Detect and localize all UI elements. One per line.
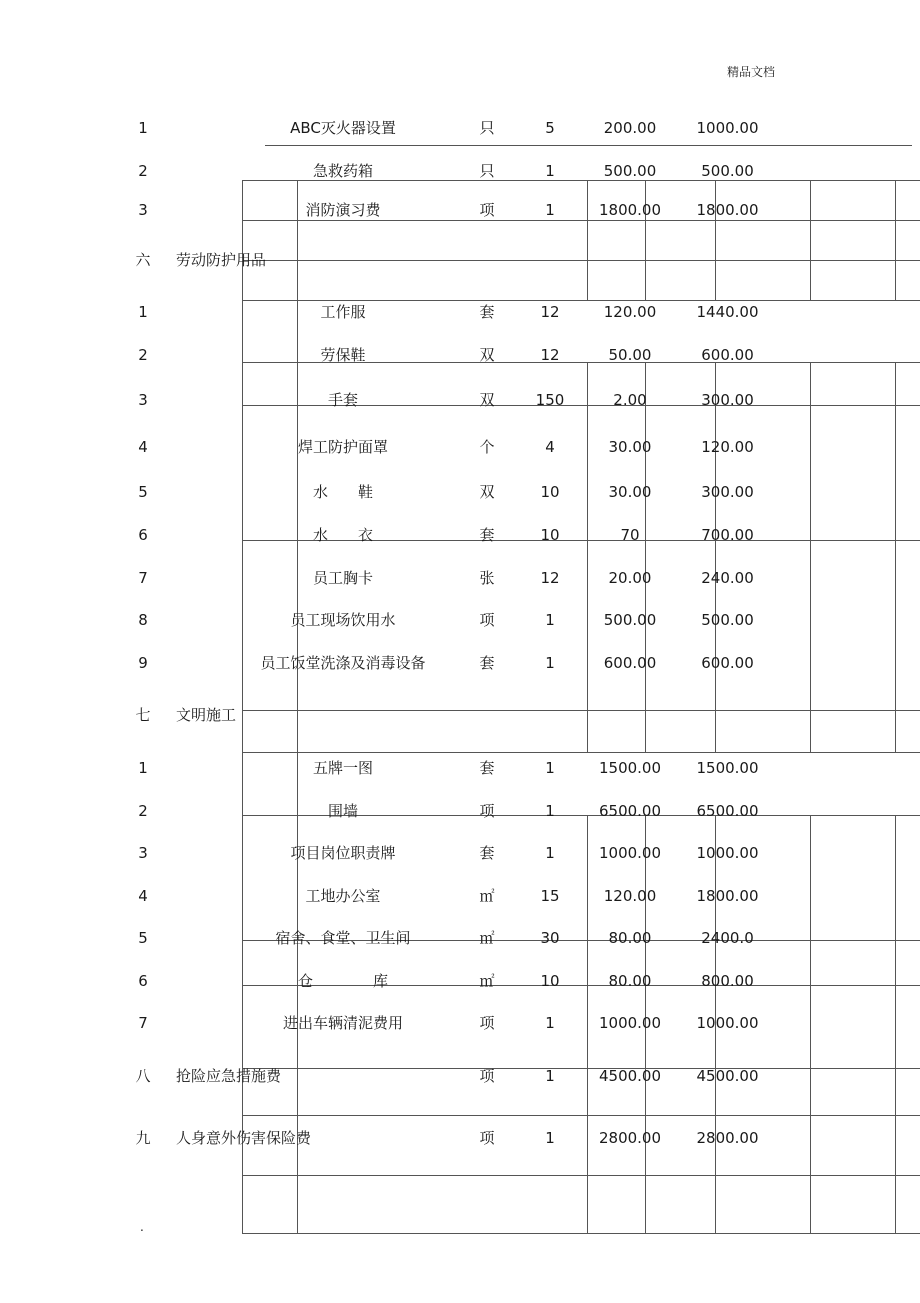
section-number: 六 <box>135 251 151 269</box>
row-number: 6 <box>138 972 148 990</box>
item-total: 6500.00 <box>696 802 759 820</box>
item-unit: 套 <box>479 303 495 321</box>
item-total: 2400.0 <box>701 929 754 947</box>
section-title: 抢险应急措施费 <box>176 1067 282 1085</box>
grid-vline <box>895 362 896 752</box>
item-unit-price: 30.00 <box>608 438 652 456</box>
item-name: 水 鞋 <box>312 483 373 501</box>
item-unit: 套 <box>479 759 495 777</box>
item-name: 围墙 <box>327 802 358 820</box>
item-total: 120.00 <box>701 438 754 456</box>
item-total: 1000.00 <box>696 1014 759 1032</box>
item-unit: 项 <box>479 1014 495 1032</box>
row-number: 1 <box>138 303 148 321</box>
item-name: 五牌一图 <box>312 759 373 777</box>
item-total: 300.00 <box>701 483 754 501</box>
grid-hline <box>242 1233 920 1234</box>
item-unit-price: 1500.00 <box>598 759 662 777</box>
row-number: 6 <box>138 526 148 544</box>
grid-hline <box>242 1175 920 1176</box>
item-total: 800.00 <box>701 972 754 990</box>
row-number: 2 <box>138 802 148 820</box>
item-total: 240.00 <box>701 569 754 587</box>
item-quantity: 1 <box>545 162 555 180</box>
grid-vline <box>587 362 588 752</box>
grid-vline <box>810 362 811 752</box>
item-unit-price: 120.00 <box>603 887 657 905</box>
grid-hline <box>242 220 920 221</box>
item-unit-price: 6500.00 <box>598 802 662 820</box>
grid-vline <box>895 180 896 300</box>
item-unit-price: 2800.00 <box>598 1129 662 1147</box>
grid-vline <box>810 815 811 1233</box>
row-number: 9 <box>138 654 148 672</box>
grid-hline <box>242 1068 920 1069</box>
item-unit-price: 30.00 <box>608 483 652 501</box>
item-quantity: 1 <box>545 654 555 672</box>
item-quantity: 1 <box>545 802 555 820</box>
row-number: 2 <box>138 346 148 364</box>
item-quantity: 1 <box>545 1129 555 1147</box>
item-unit-price: 500.00 <box>603 162 657 180</box>
item-unit-price: 1000.00 <box>598 1014 662 1032</box>
item-total: 1000.00 <box>696 119 759 137</box>
section-title: 劳动防护用品 <box>176 251 267 269</box>
footer-mark: . <box>140 1220 144 1234</box>
item-unit-price: 50.00 <box>608 346 652 364</box>
item-quantity: 1 <box>545 1067 555 1085</box>
row-number: 5 <box>138 929 148 947</box>
grid-hline <box>242 1115 920 1116</box>
item-quantity: 1 <box>545 611 555 629</box>
item-quantity: 1 <box>545 201 555 219</box>
item-quantity: 12 <box>540 303 560 321</box>
page-header: 精品文档 <box>727 65 776 79</box>
item-quantity: 15 <box>540 887 560 905</box>
section-number: 七 <box>135 706 151 724</box>
row-number: 7 <box>138 1014 148 1032</box>
grid-vline <box>645 362 646 752</box>
row-number: 3 <box>138 391 148 409</box>
item-unit: 只 <box>479 162 495 180</box>
item-unit: 套 <box>479 526 495 544</box>
item-unit-price: 4500.00 <box>598 1067 662 1085</box>
item-total: 1800.00 <box>696 887 759 905</box>
item-total: 2800.00 <box>696 1129 759 1147</box>
grid-hline <box>242 710 920 711</box>
item-name: 进出车辆清泥费用 <box>282 1014 403 1032</box>
grid-hline <box>242 300 920 301</box>
item-total: 1440.00 <box>696 303 759 321</box>
item-name: 劳保鞋 <box>320 346 366 364</box>
item-unit-price: 1800.00 <box>598 201 662 219</box>
item-unit: 张 <box>479 569 495 587</box>
item-unit-price: 120.00 <box>603 303 657 321</box>
item-name: 工作服 <box>320 303 366 321</box>
item-unit-price: 80.00 <box>608 972 652 990</box>
item-unit: 项 <box>479 201 495 219</box>
item-name: 员工胸卡 <box>312 569 373 587</box>
grid-hline <box>242 260 920 261</box>
item-total: 1800.00 <box>696 201 759 219</box>
item-unit: ㎡ <box>479 887 495 905</box>
row-number: 4 <box>138 438 148 456</box>
grid-vline <box>297 180 298 1233</box>
item-quantity: 1 <box>545 759 555 777</box>
item-name: 急救药箱 <box>312 162 373 180</box>
section-title: 人身意外伤害保险费 <box>176 1129 312 1147</box>
item-unit: 套 <box>479 844 495 862</box>
item-name: 消防演习费 <box>305 201 381 219</box>
grid-vline <box>715 180 716 300</box>
item-total: 600.00 <box>701 654 754 672</box>
item-quantity: 10 <box>540 972 560 990</box>
row-number: 8 <box>138 611 148 629</box>
item-total: 500.00 <box>701 611 754 629</box>
item-unit: 双 <box>479 346 495 364</box>
item-unit: ㎡ <box>479 972 495 990</box>
row-number: 1 <box>138 759 148 777</box>
item-unit: 项 <box>479 1067 495 1085</box>
item-quantity: 5 <box>545 119 555 137</box>
item-quantity: 4 <box>545 438 555 456</box>
grid-vline <box>645 180 646 300</box>
item-unit-price: 20.00 <box>608 569 652 587</box>
item-total: 1500.00 <box>696 759 759 777</box>
grid-hline <box>242 180 920 181</box>
item-unit-price: 600.00 <box>603 654 657 672</box>
item-unit: 套 <box>479 654 495 672</box>
item-quantity: 1 <box>545 1014 555 1032</box>
item-name: 工地办公室 <box>305 887 381 905</box>
item-unit: 项 <box>479 802 495 820</box>
grid-hline <box>265 145 912 146</box>
item-name: 员工现场饮用水 <box>290 611 396 629</box>
item-quantity: 1 <box>545 844 555 862</box>
row-number: 7 <box>138 569 148 587</box>
grid-vline <box>587 180 588 300</box>
item-unit-price: 500.00 <box>603 611 657 629</box>
item-total: 600.00 <box>701 346 754 364</box>
item-name: 宿舍、食堂、卫生间 <box>275 929 411 947</box>
item-unit-price: 80.00 <box>608 929 652 947</box>
item-quantity: 12 <box>540 346 560 364</box>
item-unit: 项 <box>479 1129 495 1147</box>
grid-vline <box>587 815 588 1233</box>
grid-vline <box>895 815 896 1233</box>
item-total: 500.00 <box>701 162 754 180</box>
row-number: 5 <box>138 483 148 501</box>
section-title: 文明施工 <box>176 706 237 724</box>
item-unit: 项 <box>479 611 495 629</box>
row-number: 1 <box>138 119 148 137</box>
row-number: 3 <box>138 201 148 219</box>
item-unit-price: 1000.00 <box>598 844 662 862</box>
item-name: ABC灭火器设置 <box>290 119 396 137</box>
item-unit-price: 70 <box>620 526 640 544</box>
grid-hline <box>242 752 920 753</box>
item-name: 焊工防护面罩 <box>297 438 388 456</box>
item-unit: 双 <box>479 391 495 409</box>
item-quantity: 150 <box>535 391 565 409</box>
item-name: 手套 <box>327 391 358 409</box>
item-total: 300.00 <box>701 391 754 409</box>
item-unit: 只 <box>479 119 495 137</box>
item-unit: ㎡ <box>479 929 495 947</box>
section-number: 九 <box>135 1129 151 1147</box>
item-unit: 个 <box>479 438 495 456</box>
item-unit: 双 <box>479 483 495 501</box>
item-name: 员工饭堂洗涤及消毒设备 <box>260 654 426 672</box>
section-number: 八 <box>135 1067 151 1085</box>
row-number: 4 <box>138 887 148 905</box>
grid-vline <box>715 362 716 752</box>
row-number: 3 <box>138 844 148 862</box>
item-quantity: 30 <box>540 929 560 947</box>
item-total: 1000.00 <box>696 844 759 862</box>
item-quantity: 10 <box>540 526 560 544</box>
item-quantity: 10 <box>540 483 560 501</box>
item-name: 仓 库 <box>297 972 388 990</box>
row-number: 2 <box>138 162 148 180</box>
item-total: 700.00 <box>701 526 754 544</box>
item-unit-price: 2.00 <box>613 391 647 409</box>
item-quantity: 12 <box>540 569 560 587</box>
item-name: 项目岗位职责牌 <box>290 844 396 862</box>
item-unit-price: 200.00 <box>603 119 657 137</box>
item-total: 4500.00 <box>696 1067 759 1085</box>
item-name: 水 衣 <box>312 526 373 544</box>
grid-vline <box>810 180 811 300</box>
